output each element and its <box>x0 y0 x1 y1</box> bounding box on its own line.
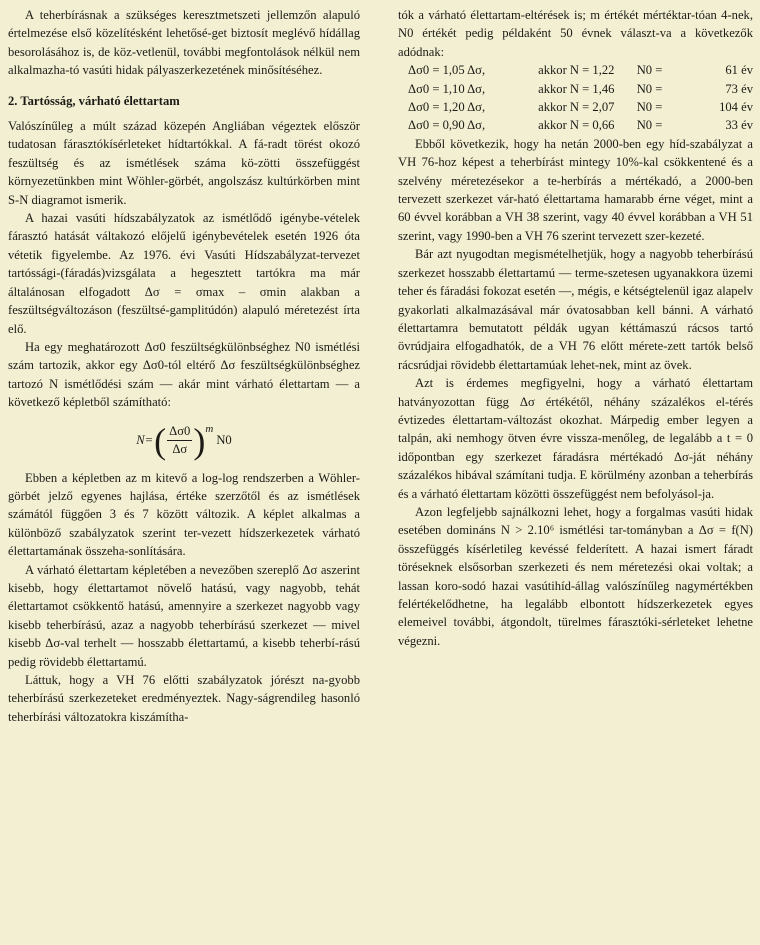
formula-right-paren: ) <box>193 420 206 461</box>
row-n: akkor N = 1,46 <box>538 81 615 96</box>
row-ratio: Δσ0 = 1,20 Δσ, <box>408 100 486 115</box>
row-years: 61 év <box>725 63 753 78</box>
row-n0: N0 = <box>636 118 663 133</box>
results-row <box>398 116 753 134</box>
paragraph-caution: Bár azt nyugodtan megismételhetjük, hogy a nagyobb teherbírású szerkezet hosszabb élettartamú — terme-szetesen ugyanakkora üzemi teher és fáradási fokozat esetén —, mégis, e kétségtelenül igaz alapelv gyakorlati alkalmazásával már óvatosabban kell bánni. A várható élettartamra bemutatott példák ugyan kéttámaszú rácsos tartó övrúdjaira elfogadhatók, de a VH 76 előtt mérete-zett tartók belső rácsrúdjai rövidebb élettartamúak lehet-nek, mint az övek. <box>398 247 753 372</box>
paragraph-vh76: Láttuk, hogy a VH 76 előtti szabályzatok jórészt na-gyobb teherbírású szerkezeteket eredményeztek. Nagy-ságrendileg hasonló teherbírási változatokra kiszámítha- <box>8 673 360 724</box>
formula-exponent: m <box>205 422 214 435</box>
paragraph-history: Valószínűleg a múlt század közepén Angliában végeztek először tudatosan fárasztókísérleteket hídtartókkal. A fá-radt törést okozó feszültség és az ismétlések száma kö-zötti összefüggést környezetünkben mint Wöhler-görbét, angolszász kultúrkörben mint S-N diagramot ismerik. <box>8 119 360 207</box>
formula-lhs: N= <box>136 433 154 448</box>
results-row <box>398 61 753 79</box>
row-n: akkor N = 2,07 <box>538 100 615 115</box>
paragraph-continuation: tók a várható élettartam-eltérések is; m értékét mértéktar-tóan 4-nek, N0 értékét pedig példaként 50 évnek választ-va a következők adódnak: <box>398 8 753 59</box>
row-n0: N0 = <box>636 63 663 78</box>
row-years: 104 év <box>719 100 753 115</box>
paragraph-exponent: Ebben a képletben az m kitevő a log-log rendszerben a Wöhler-görbét jelző egyenes hajlása, értéke szerzőtől és az ismétlések számától függően 3 és 7 között változik. A képlet alkalmas a különböző szabályzatok szerint ter-vezett hídszerkezetek várható élettartamának összeha-sonlítására. <box>8 470 360 559</box>
row-n0: N0 = <box>636 81 663 96</box>
formula-denominator: Δσ <box>172 442 188 457</box>
paragraph-conclusion: Azon legfeljebb sajnálkozni lehet, hogy a forgalmas vasúti hidak esetében domináns N > 2.10⁶ ismétlési tar-tományban a Δσ = f(N) összefüggés kísérletileg kevéssé felderített. A hazai ismert fáradt töréseknek elsősorban szerkezeti és nem méretezési okai voltak; a lassan koro-sodó hazai vasútihíd-állag valószínűleg nagymértékben felértékelődhetne, ha legalább elbontott hídszerkezetek egyes elemeivel további, átgondolt, türelmes fárasztóki-sérleteket lehetne végezni. <box>398 504 753 648</box>
formula-left-paren: ( <box>154 420 167 461</box>
results-row <box>398 80 753 98</box>
row-n0: N0 = <box>636 100 663 115</box>
paragraph-sensitivity: Azt is érdemes megfigyelni, hogy a várható élettartam hatványozottan függ Δσ értékétől, néhány százalékos el-térés évtizedes élettartam-változást okozhat. Márpedig ember legyen a talpán, aki nemhogy ötven évre vissza-menőleg, de legalább a t = 0 időpontban egy szerkezet fáradásra mértékadó Δσ-ját néhány százalékos hibával számítani tudja. E körülmény azonban a teherbírás és a várható élettartam közötti összefüggést nem befolyásol-ja. <box>398 376 753 501</box>
right-column <box>398 6 753 650</box>
row-n: akkor N = 0,66 <box>538 118 615 133</box>
formula-rhs: N0 <box>216 433 232 448</box>
row-years: 73 év <box>725 81 753 96</box>
lifetime-formula <box>8 416 360 466</box>
row-ratio: Δσ0 = 1,05 Δσ, <box>408 63 486 78</box>
paragraph-formula-intro: Ha egy meghatározott Δσ0 feszültségkülönbséghez N0 ismétlési szám tartozik, akkor egy Δσ0-tól eltérő Δσ feszültségkülönbséghez tartozó N ismétlődési szám — akár mint várható élettartam — a következő képletből számítható: <box>8 339 360 410</box>
results-row <box>398 98 753 116</box>
row-ratio: Δσ0 = 0,90 Δσ, <box>408 118 486 133</box>
left-column <box>8 6 360 726</box>
formula-numerator: Δσ0 <box>167 423 192 441</box>
formula-fraction <box>167 423 192 458</box>
paragraph-load-capacity: A teherbírásnak a szükséges keresztmetszeti jellemzőn alapuló értelmezése első közelítésként lehetősé-get biztosít meglévő hídállag besorolásához is, de köz-vetlenül, további megfontolások nélkül nem alkalmazha-tó vasúti hidak pályaszerkezetének minősítéséhez. <box>8 8 360 78</box>
section-heading: 2. Tartósság, várható élettartam <box>8 93 180 108</box>
paragraph-consequence: Ebből következik, hogy ha netán 2000-ben egy híd-szabályzat a VH 76-hoz képest a teherbírást mintegy 10%-kal csökkentené és a szelvény méretezésekor a te-herbírás a mértékadó, a 2000-ben tervezett szerkezet vár-ható élettartama hamarabb érne véget, mint a 60 évvel korábban a VH 38 szerint, vagy 40 évvel korábban a VH 51 szerint, vagy 1990-ben a VH 76 szerint tervezett szer-kezeté. <box>398 136 753 243</box>
row-n: akkor N = 1,22 <box>538 63 615 78</box>
results-list <box>398 61 753 135</box>
paragraph-regulations: A hazai vasúti hídszabályzatok az ismétlődő igénybe-vételek fárasztó hatását váltakozó előjelű igénybevételek esetén 1926 óta vétetik figyelembe. Az 1976. évi Vasúti Hídszabályzat-tervezet tartóssági-(fáradás)vizsgálata a hegesztett tartókra ma már általánosan elfogadott Δσ = σmax – σmin alakban a feszültségváltozáson (feszültsé-gamplitúdón) alapuló méretezést írta elő. <box>8 211 360 336</box>
row-ratio: Δσ0 = 1,10 Δσ, <box>408 81 486 96</box>
row-years: 33 év <box>725 118 753 133</box>
paragraph-denominator: A várható élettartam képletében a nevezőben szereplő Δσ aszerint kisebb, hogy élettartamot növelő hatású, vagy nagyobb, tehát élettartamot csökkentő hatású, amennyire a szerkezet nagyobb vagy kisebb teherbírású, azaz a nagyobb teherbírású szerkezet — mivel kisebb Δσ-val terhelt — hosszabb élettartamú, a kisebb teherbí-rású pedig rövidebb élettartamú. <box>8 562 360 669</box>
